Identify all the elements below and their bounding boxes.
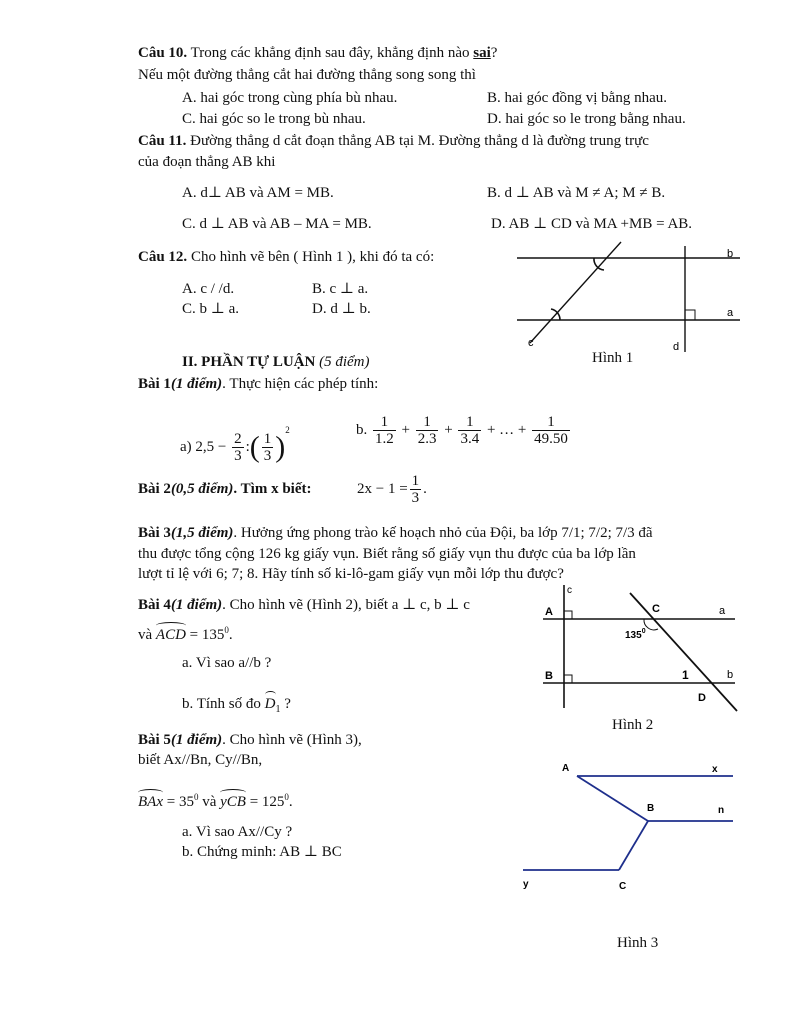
fig2-right-angle-a — [564, 611, 572, 619]
fig2-label-b: b — [727, 669, 734, 681]
figure-2 — [535, 583, 750, 718]
fig1-label-b: b — [727, 248, 734, 260]
bai4-line2: và ACD = $135^0$. — [138, 625, 233, 643]
bai4-part-b: b. Tính số đo $D_1$ ? — [182, 696, 291, 715]
bai4-stem: Bài 4(1 điểm). Cho hình vẽ (Hình 2), biết a ⊥ c, b ⊥ c — [138, 597, 470, 613]
bai3-line3: lượt tỉ lệ với 6; 7; 8. Hãy tính số ki-lô-gam giấy vụn mỗi lớp thu được? — [138, 566, 564, 582]
fig3-segment-BC — [619, 821, 648, 870]
fig1-label-a: a — [727, 307, 734, 319]
fig3-label-A: A — [562, 763, 570, 774]
q12-option-c: C. b ⊥ a. — [182, 301, 240, 317]
fig2-label-C: C — [652, 603, 660, 615]
fig2-label-c: c — [567, 585, 572, 596]
fig3-label-x: x — [712, 764, 718, 775]
fig3-label-B: B — [647, 803, 655, 814]
fig3-label-C: C — [619, 881, 627, 892]
q11-option-b: B. d ⊥ AB và M ≠ A; M ≠ B. — [487, 185, 666, 201]
q12-stem: Câu 12. Cho hình vẽ bên ( Hình 1 ), khi đó ta có: — [138, 249, 435, 265]
bai5-part-a: a. Vì sao Ax//Cy ? — [182, 824, 293, 840]
q10-option-b: B. hai góc đồng vị bằng nhau. — [487, 90, 667, 106]
fig1-label-c: c — [528, 337, 534, 349]
bai5-stem: Bài 5(1 điểm). Cho hình vẽ (Hình 3), — [138, 732, 362, 748]
q11-option-d: D. AB ⊥ CD và MA +MB = AB. — [491, 216, 693, 232]
q11-stem: Câu 11. Đường thẳng d cắt đoạn thẳng AB tại M. Đường thẳng d là đường trung trực — [138, 133, 649, 149]
fig1-line-c — [530, 242, 621, 343]
fig2-label-D: D — [698, 692, 706, 704]
fig3-label-n: n — [718, 805, 725, 816]
q10-line2: Nếu một đường thẳng cắt hai đường thẳng song song thì — [138, 67, 476, 83]
figure-3 — [515, 755, 745, 900]
fig3-caption: Hình 3 — [617, 935, 659, 951]
q11-option-a: A. d⊥ AB và AM = MB. — [182, 185, 334, 201]
fig2-caption: Hình 2 — [612, 717, 654, 733]
fig2-label-A: A — [545, 606, 553, 618]
bai2-equation: 2x − 1 = $\frac{1}{3}$ . — [357, 473, 427, 507]
bai1-stem: Bài 1(1 điểm). Thực hiện các phép tính: — [138, 376, 379, 392]
bai2-stem: Bài 2(0,5 điểm). Tìm x biết: — [138, 481, 312, 497]
bai4-part-a: a. Vì sao a//b ? — [182, 655, 272, 671]
bai5-part-b: b. Chứng minh: AB ⊥ BC — [182, 844, 342, 860]
fig1-angle-mark-top — [594, 258, 604, 270]
q10-stem: Câu 10. Trong các khẳng định sau đây, khẳng định nào sai? — [138, 45, 498, 61]
q12-option-a: A. c / /d. — [182, 281, 235, 297]
fig2-right-angle-b — [564, 675, 572, 683]
q12-option-b: B. c ⊥ a. — [312, 281, 369, 297]
fig2-label-1: 1 — [682, 668, 689, 682]
bai5-line2: biết Ax//Bn, Cy//Bn, — [138, 752, 263, 768]
q11-option-c: C. d ⊥ AB và AB – MA = MB. — [182, 216, 372, 232]
bai5-angles: BAx = $35^0$ và yCB = $125^0$. — [138, 792, 293, 810]
fig2-label-a: a — [719, 605, 726, 617]
fig1-label-d: d — [673, 341, 680, 353]
fig2-angle-value: $135^0$ — [625, 628, 646, 641]
fig3-segment-AB — [577, 776, 648, 821]
fig1-caption: Hình 1 — [592, 350, 634, 366]
bai3-line2: thu được tổng cộng 126 kg giấy vụn. Biết rằng số giấy vụn thu được của ba lớp lần — [138, 546, 636, 562]
bai1-part-a: a) 2,5 − $\frac{2}{3}$ :( $\frac{1}{3}$ )$^2$ — [180, 425, 290, 465]
q10-option-c: C. hai góc so le trong bù nhau. — [182, 111, 366, 127]
q11-line2: của đoạn thẳng AB khi — [138, 154, 276, 170]
bai3-stem: Bài 3(1,5 điểm). Hưởng ứng phong trào kế hoạch nhỏ của Đội, ba lớp 7/1; 7/2; 7/3 đã — [138, 525, 653, 541]
fig3-label-y: y — [523, 879, 529, 890]
fig1-right-angle-mark — [685, 310, 695, 320]
fig2-label-B: B — [545, 670, 553, 682]
section-2-title: II. PHẦN TỰ LUẬN (5 điểm) — [182, 354, 370, 370]
bai1-part-b: b. $\frac{1}{1.2}$ + $\frac{1}{2.3}$ + $\frac{1}{3.4}$ + … + $\frac{1}{49.50}$ — [356, 414, 568, 448]
q10-option-a: A. hai góc trong cùng phía bù nhau. — [182, 90, 398, 106]
q12-option-d: D. d ⊥ b. — [312, 301, 371, 317]
q10-option-d: D. hai góc so le trong bằng nhau. — [487, 111, 686, 127]
